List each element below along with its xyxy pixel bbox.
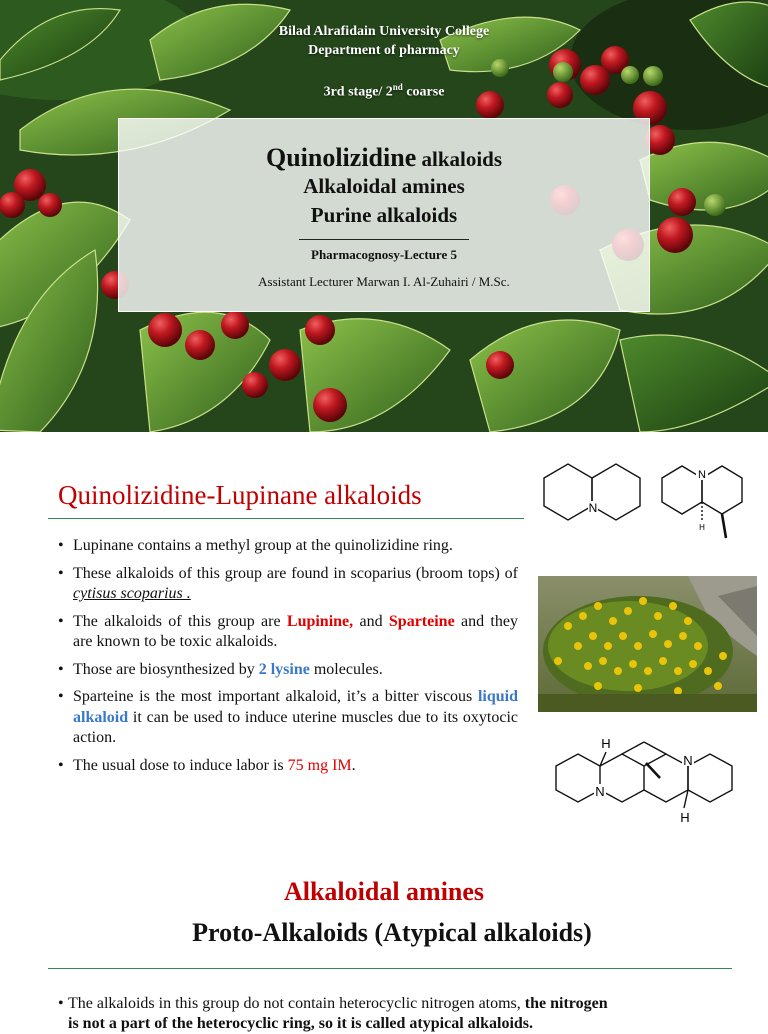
bullet-text: . <box>351 756 356 774</box>
list-item <box>58 756 518 777</box>
highlight-dose: 75 mg IM <box>287 756 352 774</box>
bullet-text-line-2: is not a part of the heterocyclic ring, so it is called atypical alkaloids. <box>68 1015 534 1032</box>
bullet-text: Sparteine is the most important alkaloid, it’s a bitter viscous <box>73 688 478 705</box>
hydrogen-label: H <box>601 736 611 751</box>
title-line-1-tail: alkaloids <box>416 147 503 171</box>
title-line-1 <box>119 143 649 173</box>
bullet-list <box>58 536 518 783</box>
course-name: Pharmacognosy-Lecture 5 <box>311 247 457 262</box>
bullet-text: The usual dose to induce labor is <box>73 756 288 774</box>
nitrogen-label: N <box>588 501 598 515</box>
highlight-lysine: 2 lysine <box>258 660 310 678</box>
list-item <box>58 994 738 1032</box>
list-item <box>58 660 518 681</box>
slide-title: Quinolizidine-Lupinane alkaloids <box>58 480 422 510</box>
title-box <box>118 118 650 312</box>
highlight-lupinine: Lupinine, <box>286 612 354 630</box>
stage-line <box>0 77 768 103</box>
bullet-text: and <box>353 612 389 630</box>
alkaloidal-amines-slide <box>0 842 768 1032</box>
stage-tail: coarse <box>402 84 445 100</box>
title-slide <box>0 0 768 432</box>
bullet-text: molecules. <box>309 660 383 678</box>
quinolizidine-structure <box>538 458 650 528</box>
bullet-text: The alkaloids of this group are <box>73 612 287 630</box>
quinolizidine-slide <box>0 432 768 842</box>
stage-superscript: nd <box>392 82 403 92</box>
nitrogen-label: N <box>698 469 706 481</box>
nitrogen-label: N <box>683 753 693 768</box>
broom-shrub-photo <box>538 576 757 712</box>
title-divider <box>299 239 469 240</box>
title-line-1-main: Quinolizidine <box>265 143 417 172</box>
sparteine-structure <box>548 728 744 832</box>
highlight-liquid-alkaloid: liquid alkaloid <box>73 688 518 726</box>
title-underline <box>48 968 732 969</box>
lupinine-structure <box>656 460 756 546</box>
bullet-text: Those are biosynthesized by <box>73 660 259 678</box>
bullet-text: The alkaloids in this group do not contain heterocyclic nitrogen atoms, <box>68 995 525 1012</box>
stage-text: 3rd stage/ 2 <box>323 84 393 100</box>
bullet-bold-text: the nitrogen <box>524 995 608 1012</box>
institution-name: Bilad Alrafidain University College <box>278 24 490 39</box>
list-item <box>58 536 518 557</box>
list-item <box>58 564 518 605</box>
bullet-text: it can be used to induce uterine muscles due to its oxytocic action. <box>73 708 518 746</box>
slide-subtitle: Proto-Alkaloids (Atypical alkaloids) <box>192 918 592 947</box>
bullet-text: and they are known to be toxic alkaloids. <box>73 612 518 650</box>
department-name: Department of pharmacy <box>308 43 460 58</box>
slide-title: Alkaloidal amines <box>283 877 485 906</box>
hydrogen-label: H <box>680 810 690 825</box>
hydrogen-label: H <box>699 523 705 532</box>
nitrogen-label: N <box>595 784 605 799</box>
title-line-3: Purine alkaloids <box>310 203 458 227</box>
list-item <box>58 612 518 653</box>
highlight-sparteine: Sparteine <box>388 612 455 630</box>
list-item <box>58 687 518 749</box>
title-line-2: Alkaloidal amines <box>303 174 465 198</box>
species-name: cytisus scoparius . <box>73 585 191 602</box>
bullet-text: Lupinane contains a methyl group at the quinolizidine ring. <box>73 537 453 554</box>
lecturer-name: Assistant Lecturer Marwan I. Al-Zuhairi / M.Sc. <box>258 274 510 289</box>
bullet-text: These alkaloids of this group are found in scoparius (broom tops) of <box>73 564 518 582</box>
title-underline <box>48 518 524 519</box>
